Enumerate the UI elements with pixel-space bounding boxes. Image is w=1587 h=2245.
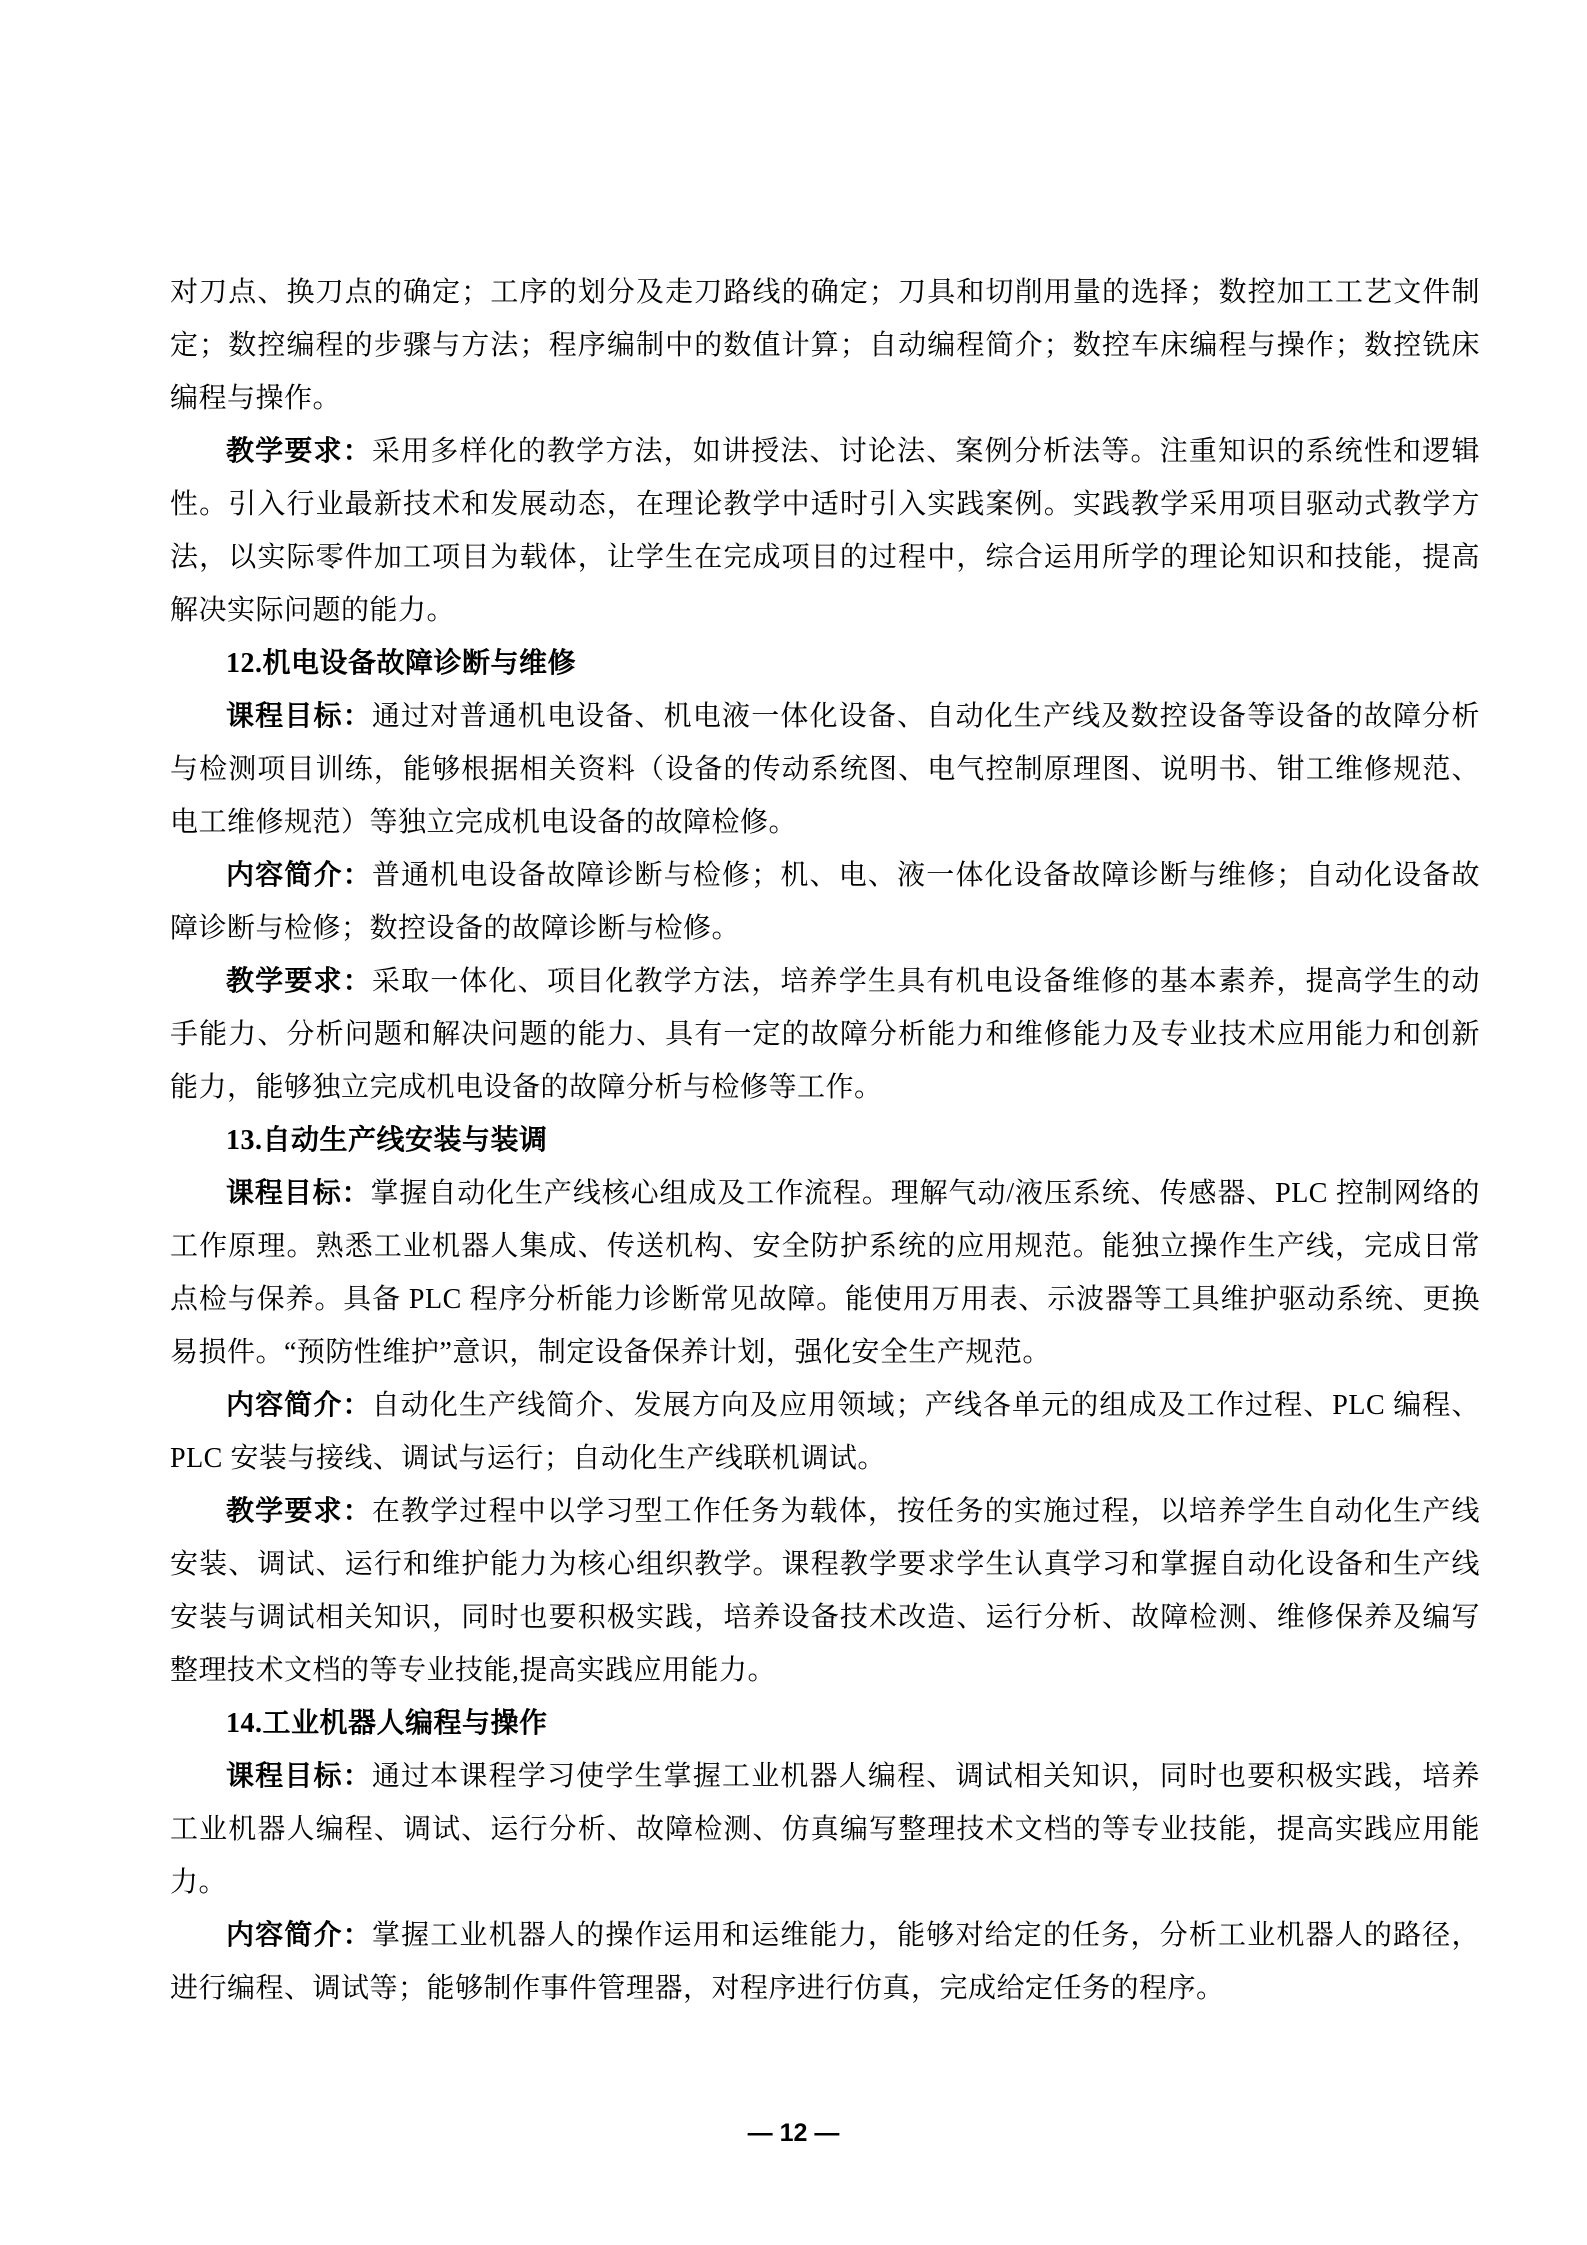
paragraph-text: 对刀点、换刀点的确定；工序的划分及走刀路线的确定；刀具和切削用量的选择；数控加工工艺文件制定；数控编程的步骤与方法；程序编制中的数值计算；自动编程简介；数控车床编程与操作；数控铣床编程与操作。	[170, 277, 1480, 414]
course-heading-14	[170, 1697, 1480, 1750]
paragraph-teaching-requirements-11	[170, 425, 1480, 637]
document-body	[170, 266, 1480, 2015]
paragraph-continuation	[170, 266, 1480, 425]
paragraph-teaching-requirements-12	[170, 955, 1480, 1114]
paragraph-course-goal-13	[170, 1167, 1480, 1379]
paragraph-label: 教学要求：	[226, 966, 372, 997]
course-heading-13	[170, 1114, 1480, 1167]
paragraph-label: 教学要求：	[226, 436, 372, 467]
paragraph-text: 通过本课程学习使学生掌握工业机器人编程、调试相关知识，同时也要积极实践，培养工业机器人编程、调试、运行分析、故障检测、仿真编写整理技术文档的等专业技能，提高实践应用能力。	[170, 1761, 1480, 1898]
paragraph-text: 在教学过程中以学习型工作任务为载体，按任务的实施过程，以培养学生自动化生产线安装、调试、运行和维护能力为核心组织教学。课程教学要求学生认真学习和掌握自动化设备和生产线安装与调试相关知识，同时也要积极实践，培养设备技术改造、运行分析、故障检测、维修保养及编写整理技术文档的等专业技能,提高实践应用能力。	[170, 1496, 1480, 1686]
paragraph-label: 内容简介：	[226, 1920, 372, 1951]
paragraph-label: 内容简介：	[226, 860, 372, 891]
paragraph-text: 采用多样化的教学方法，如讲授法、讨论法、案例分析法等。注重知识的系统性和逻辑性。引入行业最新技术和发展动态，在理论教学中适时引入实践案例。实践教学采用项目驱动式教学方法，以实际零件加工项目为载体，让学生在完成项目的过程中，综合运用所学的理论知识和技能，提高解决实际问题的能力。	[170, 436, 1480, 626]
paragraph-text: 通过对普通机电设备、机电液一体化设备、自动化生产线及数控设备等设备的故障分析与检测项目训练，能够根据相关资料（设备的传动系统图、电气控制原理图、说明书、钳工维修规范、电工维修规范）等独立完成机电设备的故障检修。	[170, 701, 1480, 838]
paragraph-label: 内容简介：	[226, 1390, 372, 1421]
paragraph-course-intro-14	[170, 1909, 1480, 2015]
paragraph-label: 课程目标：	[226, 1178, 371, 1209]
page-number: — 12 —	[747, 2119, 840, 2147]
heading-text: 13.自动生产线安装与装调	[226, 1125, 548, 1156]
paragraph-text: 掌握自动化生产线核心组成及工作流程。理解气动/液压系统、传感器、PLC 控制网络的工作原理。熟悉工业机器人集成、传送机构、安全防护系统的应用规范。能独立操作生产线，完成日常点检与保养。具备 PLC 程序分析能力诊断常见故障。能使用万用表、示波器等工具维护驱动系统、更换易损件。“预防性维护”意识，制定设备保养计划，强化安全生产规范。	[170, 1178, 1480, 1368]
paragraph-course-goal-14	[170, 1750, 1480, 1909]
paragraph-label: 教学要求：	[226, 1496, 372, 1527]
paragraph-text: 采取一体化、项目化教学方法，培养学生具有机电设备维修的基本素养，提高学生的动手能力、分析问题和解决问题的能力、具有一定的故障分析能力和维修能力及专业技术应用能力和创新能力，能够独立完成机电设备的故障分析与检修等工作。	[170, 966, 1480, 1103]
paragraph-label: 课程目标：	[226, 1761, 372, 1792]
course-heading-12	[170, 637, 1480, 690]
paragraph-text: 掌握工业机器人的操作运用和运维能力，能够对给定的任务，分析工业机器人的路径，进行编程、调试等；能够制作事件管理器，对程序进行仿真，完成给定任务的程序。	[170, 1920, 1480, 2004]
paragraph-course-goal-12	[170, 690, 1480, 849]
heading-text: 14.工业机器人编程与操作	[226, 1708, 548, 1739]
paragraph-text: 普通机电设备故障诊断与检修；机、电、液一体化设备故障诊断与维修；自动化设备故障诊断与检修；数控设备的故障诊断与检修。	[170, 860, 1480, 944]
paragraph-text: 自动化生产线简介、发展方向及应用领域；产线各单元的组成及工作过程、PLC 编程、PLC 安装与接线、调试与运行；自动化生产线联机调试。	[170, 1390, 1480, 1474]
paragraph-label: 课程目标：	[226, 701, 372, 732]
paragraph-teaching-requirements-13	[170, 1485, 1480, 1697]
paragraph-course-intro-12	[170, 849, 1480, 955]
heading-text: 12.机电设备故障诊断与维修	[226, 648, 577, 679]
paragraph-course-intro-13	[170, 1379, 1480, 1485]
